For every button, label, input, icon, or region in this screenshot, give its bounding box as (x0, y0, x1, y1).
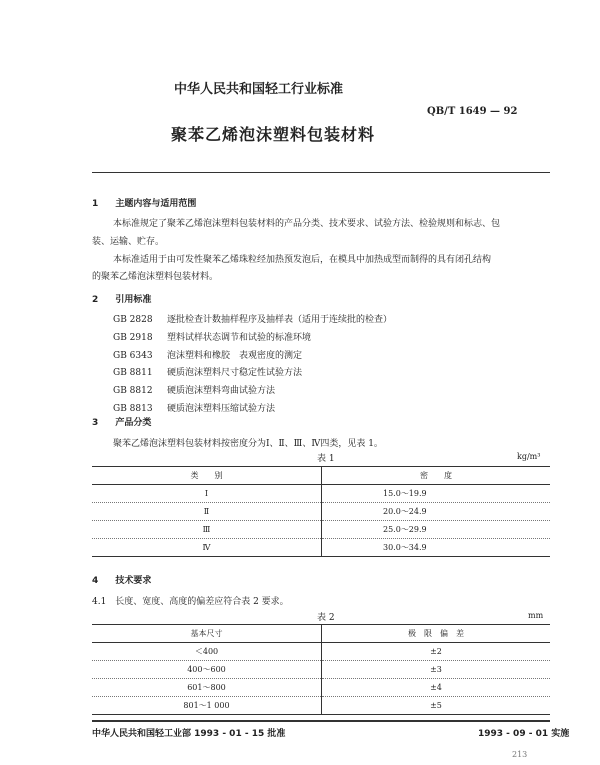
header-rule (92, 172, 550, 173)
footer-rule (92, 720, 550, 722)
table-2 (92, 624, 550, 715)
subsection-text: 长度、宽度、高度的偏差应符合表 2 要求。 (115, 597, 289, 607)
reference-item: GB 2828 逐批检查计数抽样程序及抽样表（适用于连续批的检查） (113, 315, 393, 325)
section-1-title: 主题内容与适用范围 (115, 199, 197, 209)
table-1-col-density: 密 度 (322, 467, 551, 485)
reference-item: GB 6343 泡沫塑料和橡胶 表观密度的测定 (113, 350, 303, 361)
table-row: 801～1 000 ±5 (92, 697, 550, 715)
issuing-authority: 中华人民共和国轻工行业标准 (174, 82, 344, 97)
section-1-paragraph-2-line-1: 本标准适用于由可发性聚苯乙烯珠粒经加热预发泡后，在模具中加热成型而制得的具有闭孔结构 (113, 255, 492, 265)
document-title: 聚苯乙烯泡沫塑料包装材料 (171, 125, 376, 144)
reference-item: GB 8813 硬质泡沫塑料压缩试验方法 (113, 403, 276, 414)
section-4-title: 技术要求 (115, 576, 152, 586)
reference-item: GB 2918 塑料试样状态调节和试验的标准环境 (113, 332, 312, 343)
section-2-title: 引用标准 (115, 295, 152, 305)
standard-code: QB/T 1649 — 92 (427, 106, 518, 117)
table-row: Ⅲ 25.0～29.9 (92, 521, 550, 539)
table-header-row (92, 467, 550, 485)
section-1-paragraph-1-line-2: 装、运输、贮存。 (92, 237, 165, 247)
section-2-heading (92, 292, 151, 305)
table-1-caption: 表 1 (317, 454, 335, 464)
section-1-heading (92, 196, 196, 209)
section-3-heading (92, 415, 151, 428)
table-row: ＜400 ±2 (92, 643, 550, 661)
section-1-number: 1 (92, 199, 99, 209)
table-header-row (92, 625, 550, 643)
table-row: Ⅱ 20.0～24.9 (92, 503, 550, 521)
section-2-number: 2 (92, 295, 99, 305)
section-4-heading (92, 573, 151, 586)
table-1-col-class: 类 别 (92, 467, 322, 485)
section-3-text: 聚苯乙烯泡沫塑料包装材料按密度分为Ⅰ、Ⅱ、Ⅲ、Ⅳ四类，见表 1。 (113, 439, 383, 449)
table-2-col-deviation: 极 限 偏 差 (322, 625, 551, 643)
table-2-unit: mm (528, 611, 544, 620)
section-3-title: 产品分类 (115, 418, 152, 428)
reference-list (113, 312, 392, 419)
subsection-number: 4.1 (92, 597, 107, 607)
table-1 (92, 466, 550, 557)
page-number: 213 (512, 750, 528, 759)
reference-item: GB 8812 硬质泡沫塑料弯曲试验方法 (113, 386, 276, 397)
table-1-unit: kg/m³ (517, 452, 541, 461)
section-1-paragraph-2-line-2: 的聚苯乙烯泡沫塑料包装材料。 (92, 272, 219, 282)
reference-item: GB 8811 硬质泡沫塑料尺寸稳定性试验方法 (113, 368, 303, 379)
table-2-col-size: 基本尺寸 (92, 625, 322, 643)
section-3-number: 3 (92, 418, 99, 428)
table-row: Ⅳ 30.0～34.9 (92, 539, 550, 557)
approval-line: 中华人民共和国轻工业部 1993 - 01 - 15 批准 (92, 729, 286, 739)
effective-date: 1993 - 09 - 01 实施 (478, 729, 570, 739)
table-row: 400～600 ±3 (92, 661, 550, 679)
table-row: Ⅰ 15.0～19.9 (92, 485, 550, 503)
section-1-paragraph-1-line-1: 本标准规定了聚苯乙烯泡沫塑料包装材料的产品分类、技术要求、试验方法、检验规则和标志、包 (113, 219, 501, 229)
section-4-1-text (92, 594, 289, 607)
table-row: 601～800 ±4 (92, 679, 550, 697)
section-4-number: 4 (92, 576, 99, 586)
table-2-caption: 表 2 (317, 613, 335, 623)
